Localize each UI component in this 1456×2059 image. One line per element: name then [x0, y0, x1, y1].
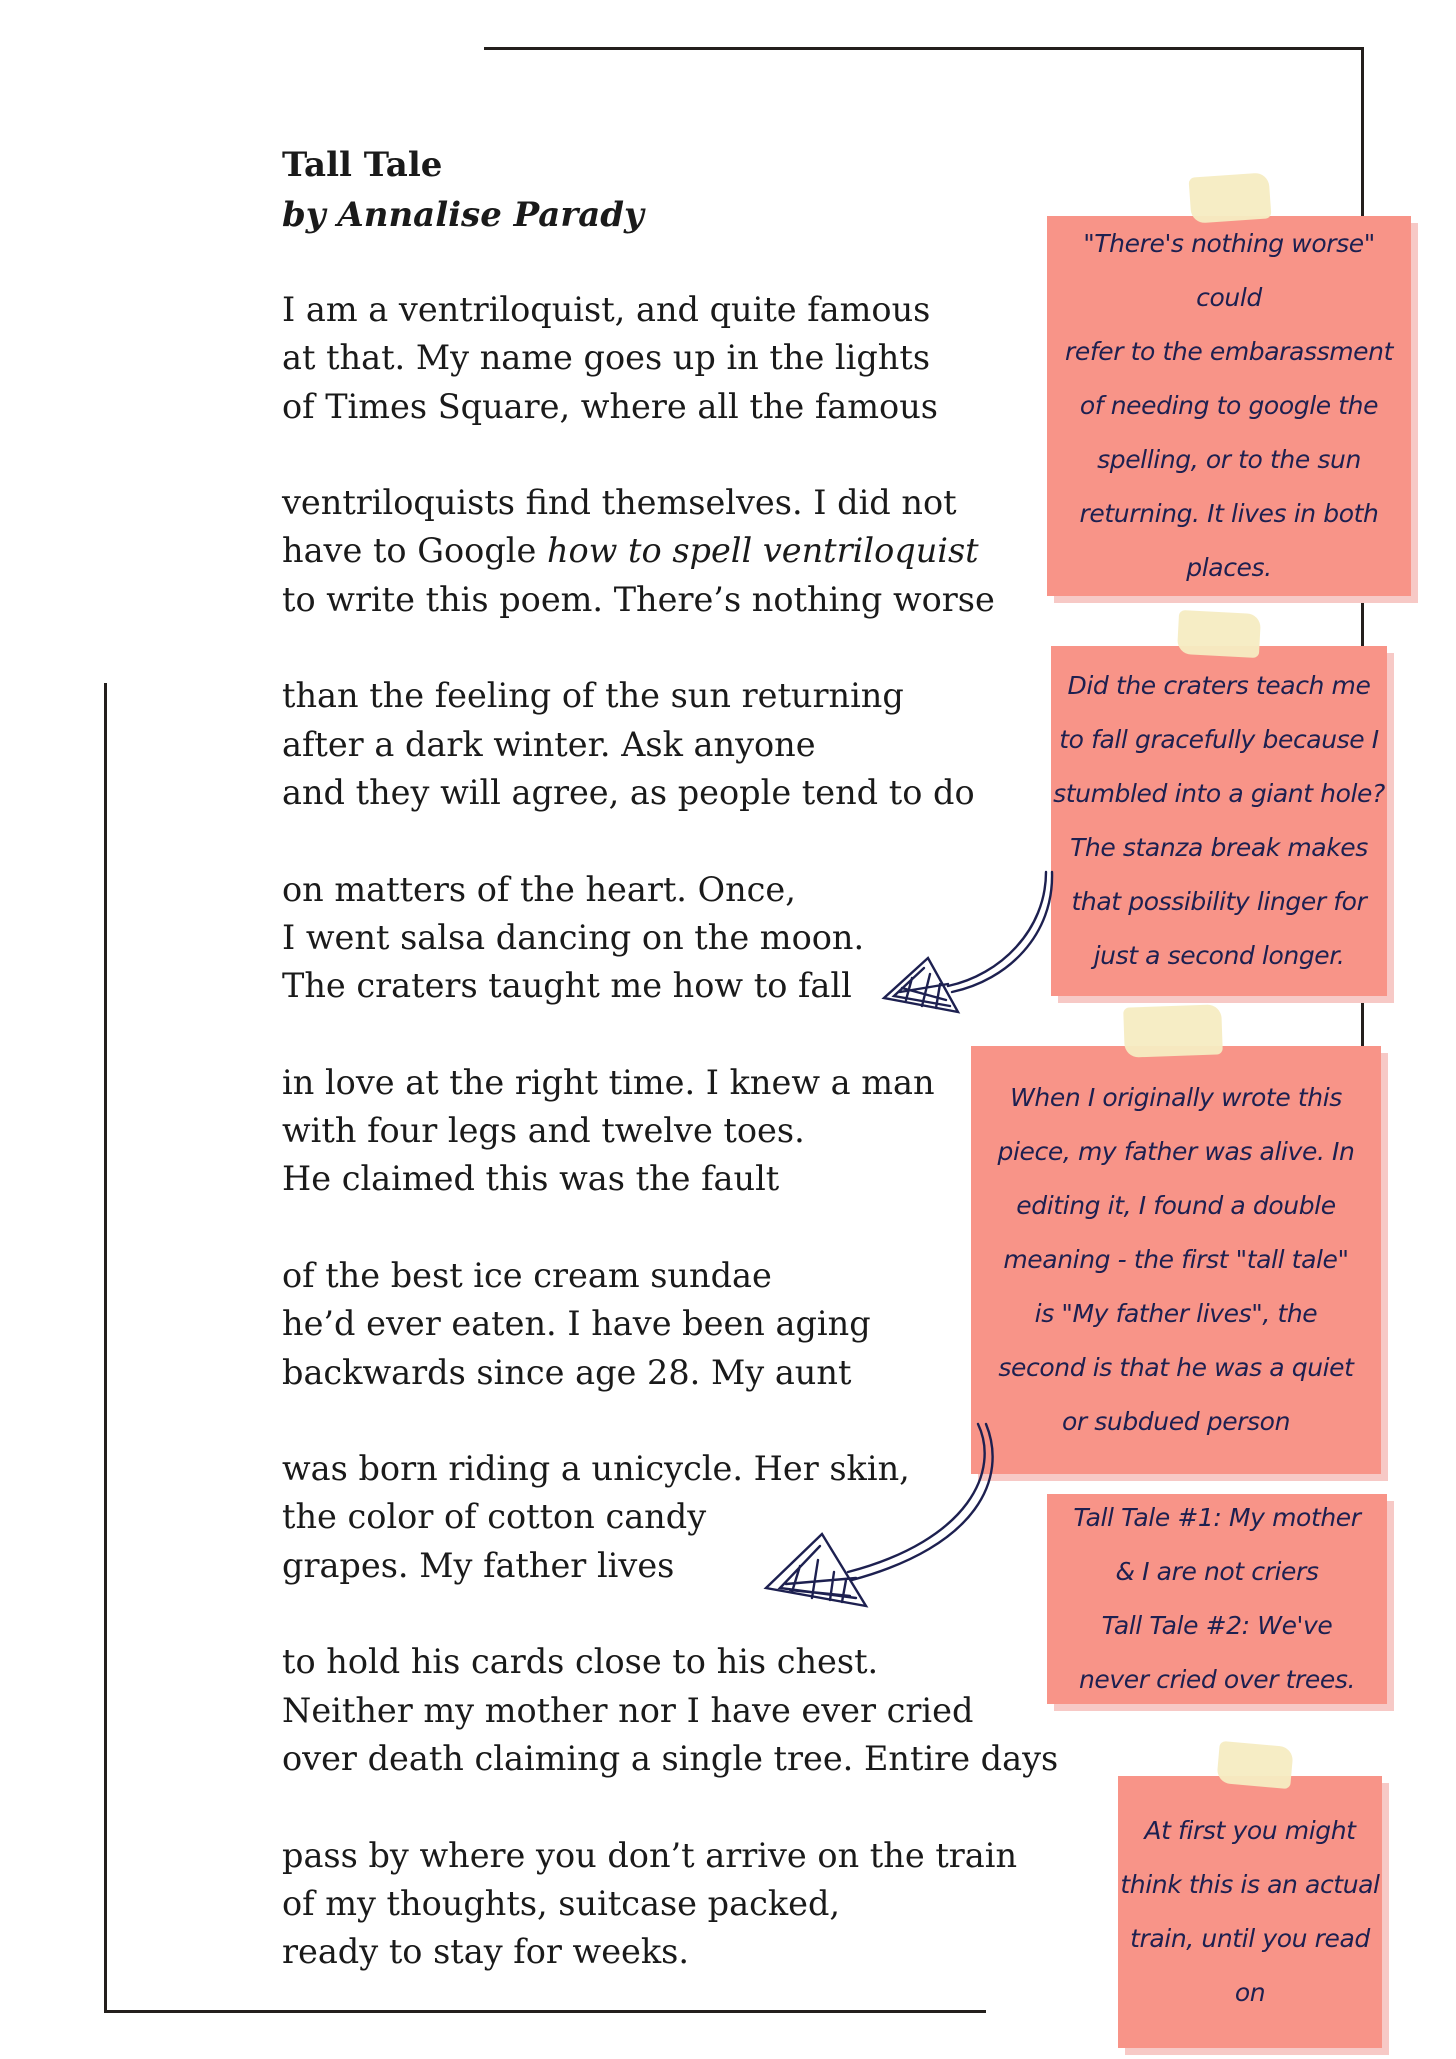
- note-line: refer to the embarassment: [1064, 337, 1394, 366]
- poem-line: of my thoughts, suitcase packed,: [282, 1883, 841, 1923]
- poem-line: of the best ice cream sundae: [282, 1255, 772, 1295]
- poem-line: He claimed this was the fault: [282, 1159, 780, 1199]
- note-line: of needing to google the: [1079, 391, 1379, 420]
- note-line: train, until you read: [1130, 1924, 1370, 1953]
- poem-line: with four legs and twelve toes.: [282, 1111, 805, 1151]
- note-line: The stanza break makes: [1070, 833, 1368, 862]
- arrow-icon: [766, 1424, 993, 1606]
- poem-line: over death claiming a single tree. Entire days: [282, 1738, 1059, 1778]
- poem-line: I went salsa dancing on the moon.: [282, 917, 865, 957]
- poem-title: Tall Tale: [282, 145, 443, 185]
- note-line: places.: [1186, 553, 1272, 582]
- poem-line: than the feeling of the sun returning: [282, 676, 904, 716]
- note-line: or subdued person: [1061, 1407, 1291, 1436]
- note-line: second is that he was a quiet: [998, 1353, 1354, 1382]
- note-line: Tall Tale #1: My mother: [1073, 1503, 1361, 1532]
- note-line: Did the craters teach me: [1067, 671, 1371, 700]
- note-line: When I originally wrote this: [1010, 1083, 1342, 1112]
- note-line: meaning - the first "tall tale": [1003, 1245, 1349, 1274]
- poem-line: Neither my mother nor I have ever cried: [282, 1690, 974, 1730]
- note-line: "There's nothing worse" could: [1083, 229, 1375, 312]
- poem-line: I am a ventriloquist, and quite famous: [282, 290, 931, 329]
- poem-line: to hold his cards close to his chest.: [282, 1642, 879, 1682]
- poem-line: was born riding a unicycle. Her skin,: [282, 1449, 910, 1489]
- poem-byline: by Annalise Parady: [282, 195, 644, 235]
- note-line: At first you might: [1144, 1816, 1356, 1845]
- poem-line: and they will agree, as people tend to do: [282, 772, 975, 812]
- poem-line-text: have to Google: [282, 531, 547, 571]
- note-line: never cried over trees.: [1078, 1665, 1356, 1694]
- poem-line: in love at the right time. I knew a man: [282, 1062, 935, 1102]
- note-line: stumbled into a giant hole?: [1053, 779, 1385, 808]
- arrow-icon: [884, 872, 1052, 1012]
- note-line: & I are not criers: [1115, 1557, 1319, 1586]
- poem-line: grapes. My father lives: [282, 1545, 675, 1585]
- note-line: spelling, or to the sun: [1097, 445, 1361, 474]
- poem-line: of Times Square, where all the famous: [282, 386, 938, 426]
- poem-line: to write this poem. There’s nothing worse: [282, 579, 995, 619]
- note-line: think this is an actual: [1120, 1870, 1380, 1899]
- poem-line: the color of cotton candy: [282, 1497, 707, 1537]
- note-line: editing it, I found a double: [1016, 1191, 1336, 1220]
- note-line: that possibility linger for: [1071, 887, 1367, 916]
- poem-line: ventriloquists find themselves. I did not: [282, 483, 957, 523]
- note-line: Tall Tale #2: We've: [1101, 1611, 1333, 1640]
- poem-line: he’d ever eaten. I have been aging: [282, 1304, 871, 1344]
- note-line: piece, my father was alive. In: [997, 1137, 1355, 1166]
- note-line: returning. It lives in both: [1079, 499, 1379, 528]
- poem-line: on matters of the heart. Once,: [282, 869, 796, 909]
- poem-line: The craters taught me how to fall: [282, 966, 852, 1006]
- poem-line: backwards since age 28. My aunt: [282, 1352, 852, 1392]
- poem-line-italic: how to spell ventriloquist: [546, 531, 979, 571]
- poem-line: ready to stay for weeks.: [282, 1932, 690, 1972]
- note-line: is "My father lives", the: [1034, 1299, 1318, 1328]
- note-line: just a second longer.: [1093, 941, 1345, 970]
- poem-line: pass by where you don’t arrive on the train: [282, 1835, 1018, 1875]
- poem-line: after a dark winter. Ask anyone: [282, 724, 816, 764]
- note-line: to fall gracefully because I: [1059, 725, 1379, 754]
- poem-line: at that. My name goes up in the lights: [282, 338, 931, 378]
- note-line: on: [1234, 1978, 1266, 2007]
